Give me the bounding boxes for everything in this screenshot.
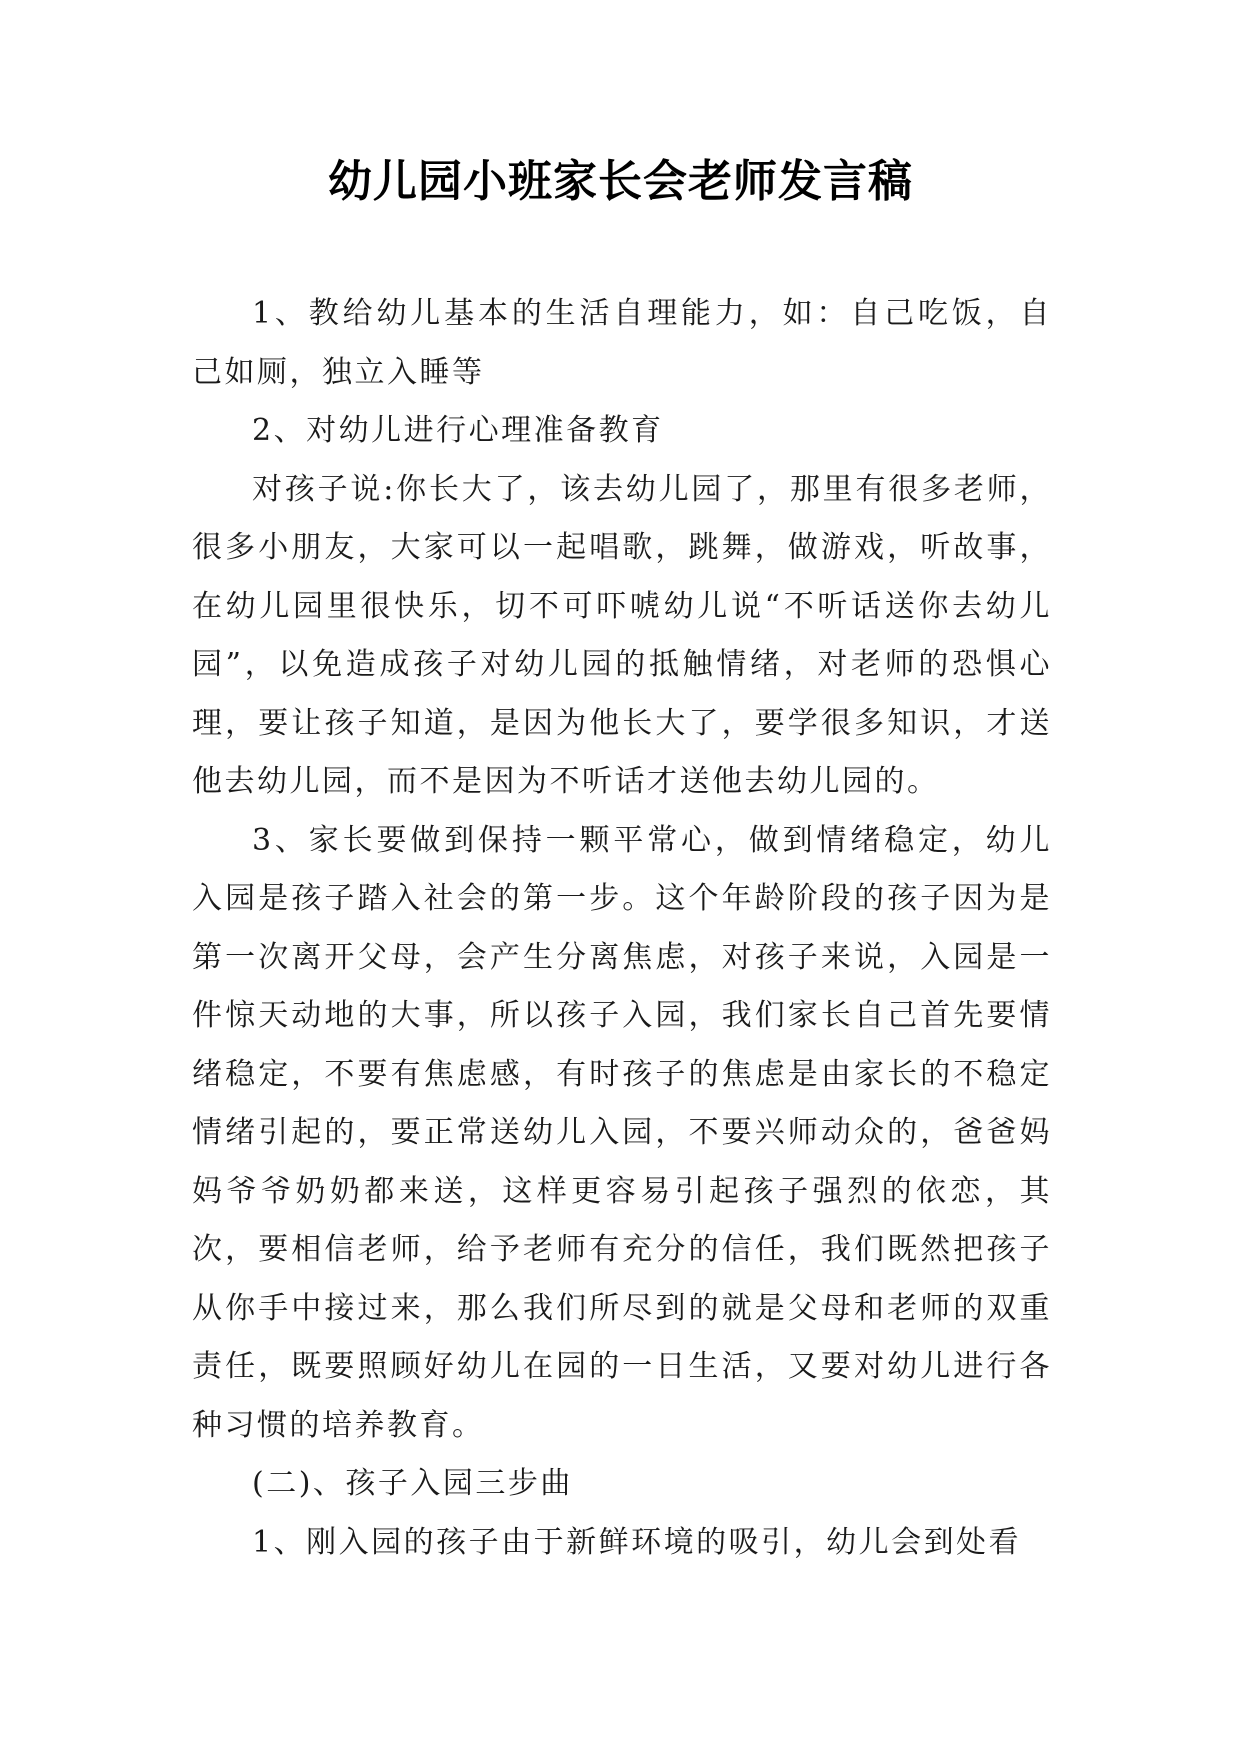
paragraph-section-heading: (二)、孩子入园三步曲 <box>252 1466 573 1501</box>
paragraph-psych-prep-heading: 2、对幼儿进行心理准备教育 <box>252 413 664 448</box>
paragraph-parent-calm: 3、家长要做到保持一颗平常心，做到情绪稳定，幼儿入园是孩子踏入社会的第一步。这个年龄阶段的孩子因为是第一次离开父母，会产生分离焦虑，对孩子来说，入园是一件惊天动地的大事，所以孩子入园，我们家长自己首先要情绪稳定，不要有焦虑感，有时孩子的焦虑是由家长的不稳定情绪引起的，要正常送幼儿入园，不要兴师动众的，爸爸妈妈爷爷奶奶都来送，这样更容易引起孩子强烈的依恋，其次，要相信老师，给予老师有充分的信任，我们既然把孩子从你手中接过来，那么我们所尽到的就是父母和老师的双重责任，既要照顾好幼儿在园的一日生活，又要对幼儿进行各种习惯的培养教育。 <box>192 822 1052 1443</box>
paragraph-talk-to-child: 对孩子说:你长大了，该去幼儿园了，那里有很多老师，很多小朋友，大家可以一起唱歌，跳舞，做游戏，听故事，在幼儿园里很快乐，切不可吓唬幼儿说“不听话送你去幼儿园”，以免造成孩子对幼儿园的抵触情绪，对老师的恐惧心理，要让孩子知道，是因为他长大了，要学很多知识，才送他去幼儿园，而不是因为不听话才送他去幼儿园的。 <box>192 471 1052 799</box>
paragraph-self-care: 1、教给幼儿基本的生活自理能力，如：自己吃饭，自己如厕，独立入睡等 <box>192 296 1052 390</box>
document-title: 幼儿园小班家长会老师发言稿 <box>328 156 913 207</box>
paragraph-new-environment: 1、刚入园的孩子由于新鲜环境的吸引，幼儿会到处看 <box>252 1524 1022 1560</box>
document-body <box>192 285 1052 1572</box>
